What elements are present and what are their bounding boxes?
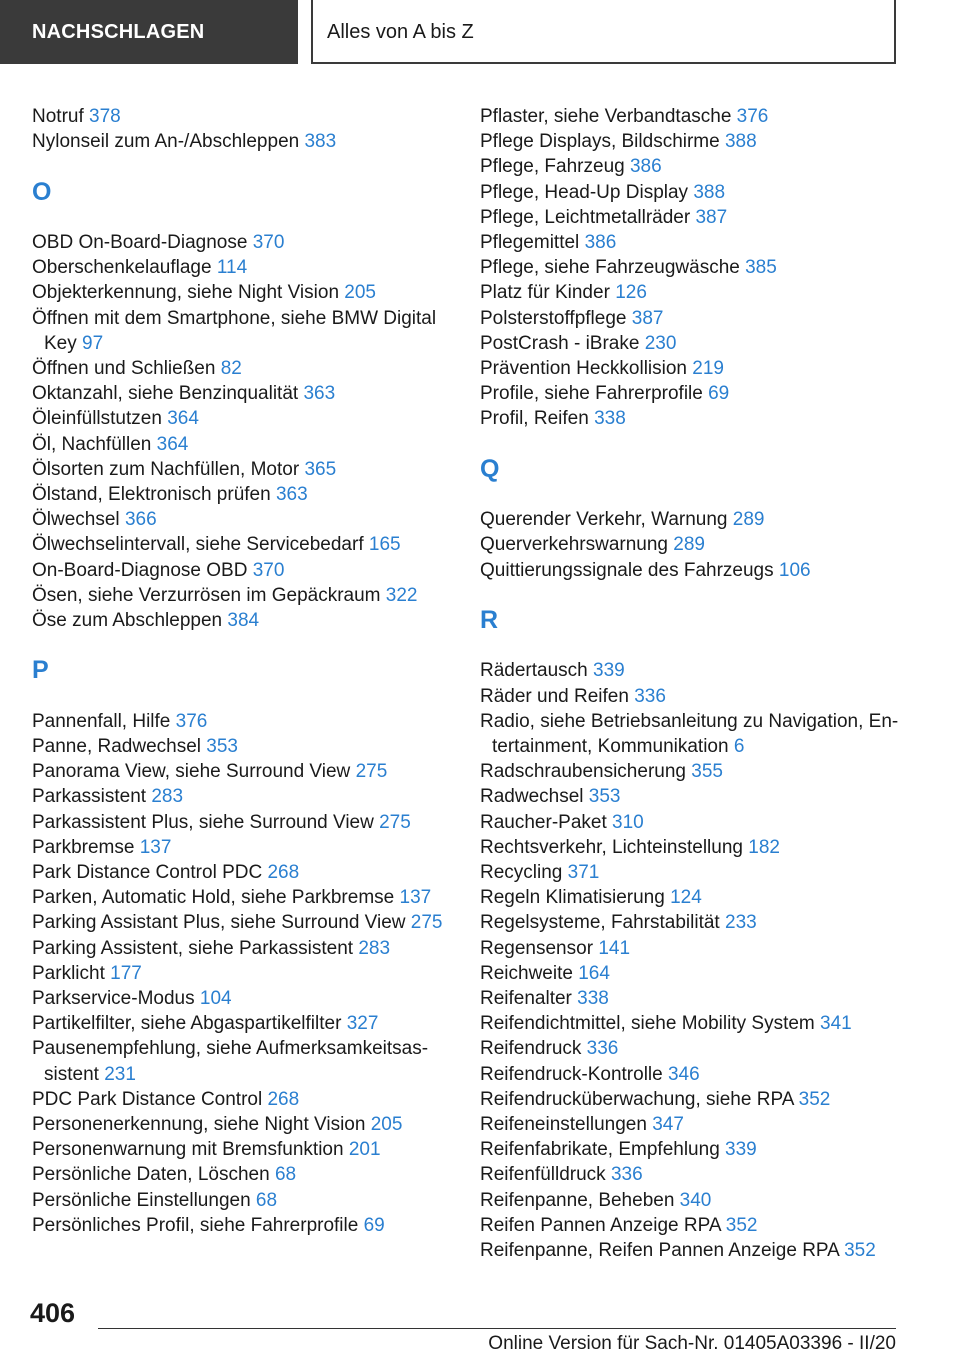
index-entry — [32, 432, 450, 457]
section-header: NACHSCHLAGEN — [0, 0, 298, 64]
index-page-link[interactable]: 233 — [725, 912, 757, 934]
index-entry — [480, 154, 904, 179]
index-entry — [32, 709, 450, 734]
index-page-link[interactable]: 97 — [82, 332, 104, 354]
index-entry-text: Pflege, Fahrzeug — [480, 156, 625, 178]
index-entry-text: Rädertausch — [480, 660, 588, 682]
index-letter-heading: Q — [480, 454, 500, 483]
index-page-link[interactable]: 141 — [598, 937, 631, 959]
index-entry — [32, 885, 450, 910]
index-entry-text: Öl, Nachfüllen — [32, 433, 152, 455]
index-page-link[interactable]: 201 — [348, 1139, 381, 1161]
index-page-link[interactable]: 6 — [733, 735, 745, 757]
index-page-link[interactable]: 371 — [567, 862, 600, 883]
index-entry-text: Pflege, siehe Fahrzeugwäsche — [480, 257, 740, 279]
index-entry — [32, 482, 450, 507]
index-entry-text: Reifendruck-Kontrolle — [480, 1063, 663, 1085]
index-entry — [32, 608, 450, 633]
index-page-link[interactable]: 339 — [593, 660, 625, 682]
index-entry-text: Persönliche Einstellungen — [32, 1189, 251, 1211]
index-entry — [32, 230, 450, 255]
chapter-header: Alles von A bis Z — [311, 0, 896, 64]
index-entry — [480, 910, 904, 935]
index-letter-heading: R — [480, 606, 499, 634]
index-entry-text: Öffnen und Schließen — [32, 357, 216, 379]
index-page-link[interactable]: 339 — [725, 1139, 757, 1161]
index-entry-text: Pausenempfehlung, siehe Aufmerksamkeitsas-sistent — [32, 1038, 429, 1085]
index-entry-text: Öffnen mit dem Smartphone, siehe BMW Digital Key — [32, 307, 437, 354]
index-entry-text: Parken, Automatic Hold, siehe Parkbremse — [32, 887, 395, 909]
index-entry — [480, 507, 904, 532]
index-entry-text: Rechtsverkehr, Lichteinstellung — [480, 836, 743, 858]
index-entry-text: Pflege, Leichtmetallräder — [480, 206, 691, 228]
index-entry — [480, 986, 904, 1011]
index-page-link[interactable]: 289 — [732, 509, 765, 531]
index-page-link[interactable]: 231 — [104, 1063, 136, 1085]
index-entry-text: Parking Assistent, siehe Parkassistent — [32, 937, 354, 959]
index-entry — [480, 331, 904, 356]
index-page-link[interactable]: 205 — [344, 282, 376, 304]
index-entry-text: Reifenalter — [480, 988, 572, 1010]
index-page-link[interactable]: 376 — [175, 710, 208, 732]
index-entry — [480, 205, 904, 230]
index-entry-text: Regeln Klimatisierung — [480, 887, 665, 909]
index-entry-text: Profile, siehe Fahrerprofile — [480, 383, 703, 405]
index-page-link[interactable]: 363 — [275, 484, 308, 505]
index-column-left — [32, 104, 450, 1238]
index-entry — [480, 860, 904, 885]
index-page-link[interactable]: 387 — [695, 206, 728, 228]
index-page-link[interactable]: 177 — [110, 962, 142, 984]
index-entry-text: Reifeneinstellungen — [480, 1114, 647, 1136]
index-entry-text: Oktanzahl, siehe Benzinqualität — [32, 383, 299, 405]
index-entry-text: Personenwarnung mit Bremsfunktion — [32, 1139, 344, 1161]
index-entry — [32, 1162, 450, 1187]
index-page-link[interactable]: 275 — [379, 811, 411, 833]
index-entry-text: Pannenfall, Hilfe — [32, 710, 171, 732]
index-page-link[interactable]: 327 — [346, 1013, 379, 1035]
index-page-link[interactable]: 387 — [631, 307, 664, 329]
index-entry — [32, 1087, 450, 1112]
index-page-link[interactable]: 365 — [304, 458, 337, 480]
index-letter-heading: P — [32, 656, 49, 685]
index-page-link[interactable]: 182 — [748, 836, 780, 858]
index-entry — [480, 532, 904, 557]
index-entry-text: Öleinfüllstutzen — [32, 408, 162, 430]
index-entry — [32, 1188, 450, 1213]
index-page-link[interactable]: 384 — [227, 610, 260, 632]
index-entry-text: Regensensor — [480, 937, 594, 959]
index-entry-text: Recycling — [480, 862, 563, 883]
index-page-link[interactable]: 283 — [358, 937, 391, 959]
index-entry-text: Quittierungssignale des Fahrzeugs — [480, 559, 774, 581]
index-page-link[interactable]: 385 — [745, 257, 777, 279]
index-page-link[interactable]: 355 — [691, 761, 723, 783]
index-entry-text: Parkservice-Modus — [32, 988, 195, 1010]
index-entry-text: Park Distance Control PDC — [32, 862, 263, 883]
index-entry-text: PostCrash - iBrake — [480, 332, 640, 354]
index-page-link[interactable]: 164 — [578, 962, 610, 984]
index-entry — [32, 734, 450, 759]
index-entry — [32, 507, 450, 532]
index-entry-text: Pflege, Head-Up Display — [480, 181, 689, 203]
index-entry-text: Querverkehrswarnung — [480, 534, 668, 556]
index-page-link[interactable]: 336 — [634, 685, 666, 707]
index-entry-text: Reichweite — [480, 962, 573, 984]
index-page-link[interactable]: 124 — [670, 887, 702, 909]
index-entry — [480, 1062, 904, 1087]
index-entry — [32, 986, 450, 1011]
index-entry — [480, 381, 904, 406]
index-entry-text: Notruf — [32, 106, 84, 127]
index-entry — [32, 835, 450, 860]
index-page-link[interactable]: 347 — [652, 1114, 684, 1136]
index-page-link[interactable]: 275 — [355, 761, 388, 783]
index-entry — [32, 860, 450, 885]
index-entry-text: Oberschenkelauflage — [32, 257, 212, 279]
index-page-link[interactable]: 219 — [692, 358, 724, 380]
index-entry — [32, 1011, 450, 1036]
index-entry — [480, 306, 904, 331]
index-page-link[interactable]: 114 — [216, 257, 248, 279]
index-entry-text: Objekterkennung, siehe Night Vision — [32, 282, 340, 304]
index-entry-text: Prävention Heckkollision — [480, 358, 687, 380]
index-page-link[interactable]: 322 — [385, 584, 418, 606]
index-entry-text: Radwechsel — [480, 786, 584, 808]
index-entry — [480, 709, 904, 759]
index-page-link[interactable]: 383 — [304, 131, 337, 153]
index-entry — [480, 784, 904, 809]
index-entry — [32, 457, 450, 482]
index-page-link[interactable]: 69 — [363, 1214, 385, 1236]
index-entry — [32, 810, 450, 835]
index-entry — [480, 255, 904, 280]
index-entry — [32, 104, 450, 129]
index-entry-text: Öse zum Abschleppen — [32, 610, 223, 632]
index-page-link[interactable]: 137 — [399, 887, 432, 909]
index-entry-text: Panne, Radwechsel — [32, 735, 201, 757]
index-page-link[interactable]: 82 — [220, 357, 242, 379]
index-entry-text: Ölsorten zum Nachfüllen, Motor — [32, 458, 300, 480]
index-entry-text: Radio, siehe Betriebsanleitung zu Navigation, En-tertainment, Kommunikation — [480, 710, 899, 757]
index-entry-text: Parklicht — [32, 962, 105, 984]
index-entry-text: Ölstand, Elektronisch prüfen — [32, 484, 271, 505]
index-entry — [32, 1213, 450, 1238]
index-entry — [480, 558, 904, 583]
index-entry-text: On-Board-Diagnose OBD — [32, 559, 248, 581]
index-page-link[interactable]: 289 — [673, 534, 705, 556]
index-page-link[interactable]: 268 — [267, 862, 300, 883]
index-page-link[interactable]: 336 — [610, 1164, 643, 1186]
index-entry-text: Reifendrucküberwachung, siehe RPA — [480, 1088, 794, 1110]
index-page-link[interactable]: 230 — [644, 332, 677, 354]
index-entry-text: Partikelfilter, siehe Abgaspartikelfilter — [32, 1013, 342, 1035]
index-entry — [480, 230, 904, 255]
index-entry-text: Pflegemittel — [480, 232, 580, 254]
index-entry — [32, 1112, 450, 1137]
index-entry-text: Reifenfülldruck — [480, 1164, 606, 1186]
index-entry — [32, 255, 450, 280]
index-page-link[interactable]: 353 — [206, 735, 238, 757]
index-entry — [480, 280, 904, 305]
index-entry — [32, 936, 450, 961]
index-entry-text: Regelsysteme, Fahrstabilität — [480, 912, 720, 934]
index-entry — [32, 961, 450, 986]
index-entry-text: Pflaster, siehe Verbandtasche — [480, 106, 732, 127]
index-entry — [480, 961, 904, 986]
page-number: 406 — [30, 1298, 76, 1328]
index-entry — [32, 406, 450, 431]
index-page-link[interactable]: 268 — [267, 1088, 300, 1110]
index-page-link[interactable]: 352 — [844, 1240, 876, 1262]
index-entry-text: Parkassistent Plus, siehe Surround View — [32, 811, 374, 833]
index-entry — [32, 759, 450, 784]
index-entry — [32, 381, 450, 406]
index-entry-text: Reifendruck — [480, 1038, 582, 1060]
index-entry-text: Parking Assistant Plus, siehe Surround View — [32, 912, 406, 934]
index-page-link[interactable]: 340 — [679, 1189, 712, 1211]
index-page-link[interactable]: 283 — [151, 786, 184, 808]
index-entry — [480, 885, 904, 910]
index-entry-text: PDC Park Distance Control — [32, 1088, 263, 1110]
index-page-link[interactable]: 338 — [577, 988, 609, 1010]
index-entry — [32, 784, 450, 809]
index-page-link[interactable]: 378 — [89, 106, 121, 127]
index-entry-text: Profil, Reifen — [480, 408, 589, 430]
index-entry-text: Pflege Displays, Bildschirme — [480, 131, 720, 153]
index-entry-text: Räder und Reifen — [480, 685, 629, 707]
index-entry — [480, 1011, 904, 1036]
index-page-link[interactable]: 68 — [274, 1164, 297, 1186]
index-entry — [480, 759, 904, 784]
index-page-link[interactable]: 310 — [612, 811, 644, 833]
index-entry-text: Platz für Kinder — [480, 282, 610, 304]
index-entry — [32, 532, 450, 557]
index-entry — [480, 356, 904, 381]
index-page-link[interactable]: 388 — [693, 181, 726, 203]
index-entry-text: Radschraubensicherung — [480, 761, 686, 783]
index-entry — [480, 936, 904, 961]
index-entry-text: Panorama View, siehe Surround View — [32, 761, 351, 783]
index-page-link[interactable]: 341 — [820, 1013, 852, 1035]
index-entry — [32, 558, 450, 583]
index-entry — [480, 406, 904, 431]
index-entry-text: Persönliches Profil, siehe Fahrerprofile — [32, 1214, 359, 1236]
index-page-link[interactable]: 363 — [303, 383, 336, 405]
index-entry — [32, 1036, 450, 1086]
index-page-link[interactable]: 386 — [584, 232, 617, 254]
index-page-link[interactable]: 69 — [708, 383, 730, 405]
index-entry — [480, 104, 904, 129]
index-page-link[interactable]: 370 — [252, 559, 285, 581]
index-page-link[interactable]: 376 — [736, 106, 769, 127]
index-entry — [32, 1137, 450, 1162]
index-page-link[interactable]: 370 — [252, 231, 285, 253]
index-entry — [32, 280, 450, 305]
index-entry — [480, 1238, 904, 1263]
index-entry-text: Ölwechselintervall, siehe Servicebedarf — [32, 534, 364, 556]
index-entry — [480, 835, 904, 860]
index-entry — [480, 1036, 904, 1061]
index-entry — [480, 180, 904, 205]
index-page-link[interactable]: 366 — [124, 509, 157, 531]
index-entry — [32, 356, 450, 381]
index-entry-text: Querender Verkehr, Warnung — [480, 509, 728, 531]
index-entry — [480, 1188, 904, 1213]
index-entry-text: Reifen Pannen Anzeige RPA — [480, 1214, 721, 1236]
index-page-link[interactable]: 104 — [199, 988, 232, 1010]
index-page-link[interactable]: 353 — [588, 786, 621, 808]
index-entry-text: Reifendichtmittel, siehe Mobility System — [480, 1013, 815, 1035]
index-entry-text: OBD On-Board-Diagnose — [32, 231, 248, 253]
index-page-link[interactable]: 68 — [255, 1189, 278, 1211]
index-entry-text: Persönliche Daten, Löschen — [32, 1164, 270, 1186]
index-letter-heading: O — [32, 177, 52, 206]
footer-online-version: Online Version für Sach-Nr. 01405A03396 - II/20 — [488, 1333, 896, 1354]
index-entry — [480, 1213, 904, 1238]
index-entry — [480, 658, 904, 683]
index-entry — [480, 1162, 904, 1187]
index-entry-text: Parkbremse — [32, 836, 135, 858]
index-page-link[interactable]: 165 — [368, 534, 401, 556]
index-page-link[interactable]: 346 — [667, 1063, 700, 1085]
index-page-link[interactable]: 352 — [725, 1214, 758, 1236]
index-entry — [480, 129, 904, 154]
index-entry-text: Polsterstoffpflege — [480, 307, 627, 329]
index-entry-text: Parkassistent — [32, 786, 147, 808]
index-entry — [32, 129, 450, 154]
index-entry-text: Reifenpanne, Reifen Pannen Anzeige RPA — [480, 1240, 839, 1262]
index-entry-text: Reifenpanne, Beheben — [480, 1189, 675, 1211]
index-entry — [32, 306, 450, 356]
index-page-link[interactable]: 336 — [586, 1038, 619, 1060]
index-page-link[interactable]: 386 — [629, 156, 662, 178]
index-page-link[interactable]: 106 — [778, 559, 811, 581]
index-column-right — [480, 104, 904, 1263]
index-page-link[interactable]: 126 — [615, 282, 647, 304]
index-entry — [480, 1087, 904, 1112]
index-entry-text: Personenerkennung, siehe Night Vision — [32, 1114, 366, 1136]
index-page-link[interactable]: 137 — [139, 836, 172, 858]
index-page-link[interactable]: 338 — [594, 408, 626, 430]
index-page-link[interactable]: 275 — [410, 912, 443, 934]
index-entry-text: Nylonseil zum An-/Abschleppen — [32, 131, 300, 153]
index-entry-text: Raucher-Paket — [480, 811, 607, 833]
index-page-link[interactable]: 388 — [724, 131, 757, 153]
index-page-link[interactable]: 205 — [370, 1114, 403, 1136]
index-entry — [32, 910, 450, 935]
index-entry — [480, 1137, 904, 1162]
index-entry — [480, 1112, 904, 1137]
index-page-link[interactable]: 352 — [798, 1088, 831, 1110]
index-entry-text: Reifenfabrikate, Empfehlung — [480, 1139, 720, 1161]
index-page-link[interactable]: 364 — [167, 408, 199, 430]
index-entry — [480, 684, 904, 709]
index-entry — [480, 810, 904, 835]
index-entry-text: Ösen, siehe Verzurrösen im Gepäckraum — [32, 584, 381, 606]
index-entry-text: Ölwechsel — [32, 509, 120, 531]
index-entry — [32, 583, 450, 608]
footer-divider — [98, 1328, 896, 1329]
index-page-link[interactable]: 364 — [156, 433, 189, 455]
